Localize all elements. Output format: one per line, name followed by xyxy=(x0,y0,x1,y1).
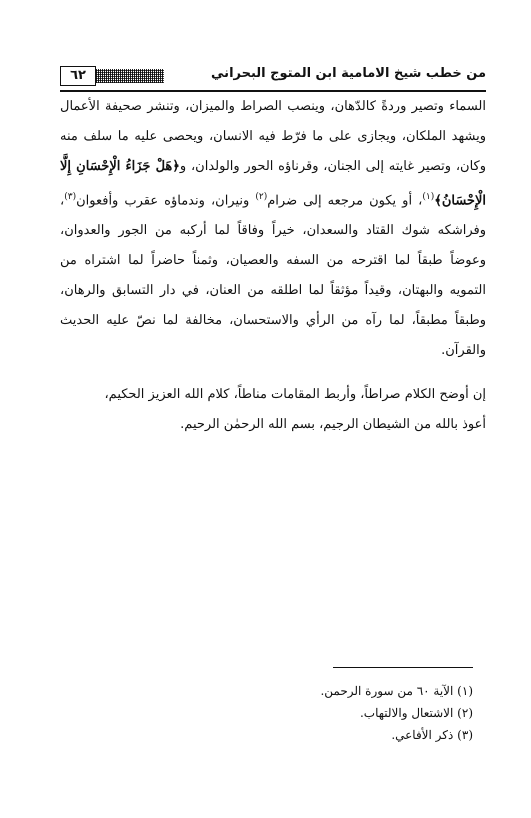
footnote-2: (٢) الاشتعال والالتهاب. xyxy=(359,706,473,720)
page-number: ٦٢ xyxy=(60,66,96,86)
paragraph-1-text-b: ، أو يكون مرجعه إلى ضرام xyxy=(267,193,423,209)
paragraph-3: أعوذ بالله من الشيطان الرجيم، بسم الله الرحمٰن الرحيم. xyxy=(180,417,486,433)
footnote-ref-2: (٢) xyxy=(255,192,268,202)
main-text xyxy=(60,92,486,440)
footnote-1: (١) الآية ٦٠ من سورة الرحمن. xyxy=(320,684,473,698)
paragraph-1 xyxy=(60,92,486,366)
quran-verse: ﴿هَلْ جَزَاءُ الْإِحْسَانِ إِلَّا الْإِحْسَانُ﴾ xyxy=(60,159,486,209)
footnotes xyxy=(173,680,473,746)
paragraph-1-text-d: ، وفراشكه شوك القتاد والسعدان، خيراً وفاقاً لما أركبه من الجور والعدوان، وعوضاً طبقاً لما اقترحه من السفه والعصيان، وثمناً حاضراً لما اشتراه من التمويه والبهتان، وقيداً مؤثقاً لما اطلقه من العنان، في دار التسابق والرهان، وطبقاً مطبقاً، لما رآه من الرأي والاستحسان، مخالفة لما نصّ عليه الحديث والقرآن. xyxy=(60,193,486,359)
header-ornament xyxy=(96,69,164,83)
paragraph-1-text: السماء وتصير وردةً كالدّهان، وينصب الصراط والميزان، وتنشر صحيفة الأعمال ويشهد الملكان، ويجازى على ما فرّط فيه الانسان، ويحصى عليه ما سلف منه وكان، وتصير غايته إلى الجنان، وقرناؤه الحور والولدان، و xyxy=(60,99,486,174)
footnote-ref-1: (١) xyxy=(422,192,435,202)
footnote-divider xyxy=(333,667,473,668)
running-header xyxy=(60,64,486,92)
footnote-3: (٣) ذكر الأفاعي. xyxy=(391,728,473,742)
footnote-ref-3: (٣) xyxy=(64,192,77,202)
paragraph-2: إن أوضح الكلام صراطاً، وأربط المقامات مناطاً، كلام الله العزيز الحكيم، xyxy=(104,387,486,403)
header-title: من خطب شيخ الامامية ابن المتوج البحراني xyxy=(211,66,486,81)
paragraph-1-text-c: ونيران، وندماؤه عقرب وأفعوان xyxy=(76,193,256,209)
